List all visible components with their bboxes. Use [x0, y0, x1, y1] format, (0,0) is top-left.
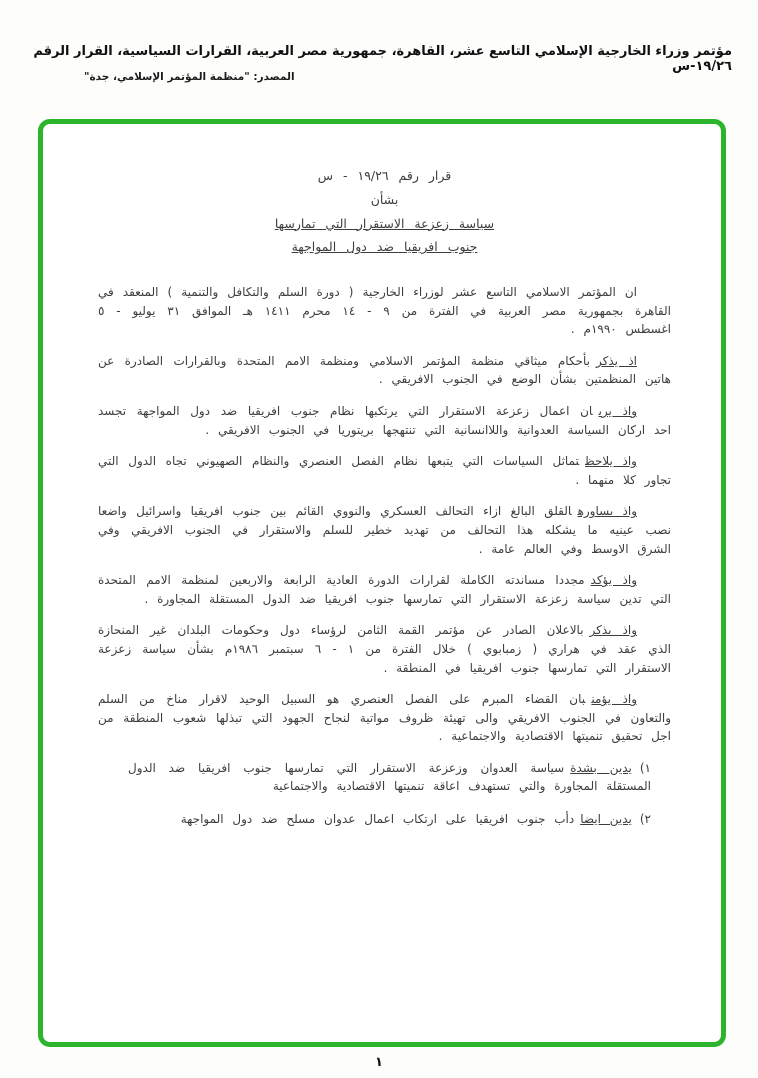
paragraph-text: تماثل السياسات التي يتبعها نظام الفصل العنصري والنظام الصهيوني تجاه الدول التي تجاور كلا منهما .: [98, 454, 671, 487]
item-number: ١): [639, 760, 651, 775]
paragraph-lead: واذ يذكر: [589, 623, 637, 638]
item-number: ٢): [639, 812, 651, 827]
operative-item-2: [128, 810, 651, 829]
paragraph-text: بأحكام ميثاقي منظمة المؤتمر الاسلامي ومنظمة الامم المتحدة وبالقرارات الصادرة عن هاتين المنظمتين بشأن الوضع في الجنوب الافريقي .: [98, 353, 671, 387]
resolution-title: [207, 164, 562, 259]
title-line-regarding: بشأن: [370, 191, 399, 207]
item-text: دأب جنوب افريقيا على ارتكاب اعمال عدوان مسلح ضد دول المواجهة: [180, 812, 575, 827]
paragraph-believing: [98, 690, 671, 746]
paragraph-lead: اذ يذكر: [596, 353, 637, 368]
paragraph-lead: واذ يؤكد: [590, 573, 637, 588]
item-text: سياسة العدوان وزعزعة الاستقرار التي تمارسها جنوب افريقيا ضد الدول المستقلة المجاورة والتي تستهدف اعاقة تنميتها الاقتصادية والاجتماعية: [128, 760, 651, 794]
paragraph-considering-acts: [98, 402, 671, 439]
operative-item-1: [128, 759, 651, 796]
paragraph-concern-alliance: [98, 502, 671, 558]
paragraph-recalling-declaration: [98, 621, 671, 677]
paragraph-lead: واذ يساوره: [577, 504, 637, 519]
title-line-number: قرار رقم ١٩/٢٦ - س: [317, 168, 452, 183]
item-lead: يدين بشدة: [570, 760, 632, 775]
paragraph-lead: واذ يؤمن: [591, 692, 637, 707]
paragraph-text: القلق البالغ ازاء التحالف العسكري والنووي القائم بين جنوب افريقيا واسرائيل واضعا نصب عينيه ما يشكله هذا التحالف من تهديد خطير للسلم والاستقرار في الجنوب الافريقي وفي الشرق الاوسط وفي العالم عامة .: [98, 504, 671, 556]
item-lead: يدين ايضا: [580, 812, 632, 827]
title-line-subject-2: جنوب افريقيا ضد دول المواجهة: [291, 239, 478, 255]
title-line-subject-1: سياسة زعزعة الاستقرار التي تمارسها: [274, 215, 495, 231]
paragraph-noting-similarity: [98, 452, 671, 489]
paragraph-text: ان اعمال زعزعة الاستقرار التي يرتكبها نظام جنوب افريقيا ضد دول المواجهة تجسد احد اركان السياسة العدوانية واللاانسانية التي تنتهجها بريتوريا في الجنوب الافريقي .: [98, 403, 671, 437]
paragraph-lead: واذ يلاحظ: [585, 454, 637, 469]
paragraph-text: بان القضاء المبرم على الفصل العنصري هو السبيل الوحيد لاقرار مناخ من السلم والتعاون في الجنوب الافريقي والى تهيئة ظروف مواتية لنجاح الجهود التي تبذلها شعوب المنطقة من اجل تحقيق تنميتها الاقتصادية والاجتماعية .: [98, 692, 671, 744]
scanned-document: [43, 124, 721, 1042]
source-line: المصدر: "منظمة المؤتمر الإسلامي، جدة": [84, 71, 295, 83]
paragraph-lead: واذ يرى: [598, 403, 637, 418]
document-frame: [38, 119, 726, 1047]
paragraph-reaffirming-support: [98, 571, 671, 608]
paragraph-text: بالاعلان الصادر عن مؤتمر القمة الثامن لرؤساء دول وحكومات البلدان غير المنحازة الذي عقد في هراري ( زمبابوي ) خلال الفترة من ١ - ٦ سبتمبر ١٩٨٦م بشأن سياسة زعزعة الاستقرار التي تمارسها جنوب افريقيا في المنطقة .: [98, 623, 671, 675]
paragraph-recalling-charters: [98, 352, 671, 389]
page-number: ١: [375, 1055, 383, 1070]
citation-header: مؤتمر وزراء الخارجية الإسلامي التاسع عشر، القاهرة، جمهورية مصر العربية، القرارات السياسية، القرار الرقم ١٩/٢٦-س: [33, 44, 732, 74]
paragraph-preamble: [98, 283, 671, 339]
paragraph-text: ان المؤتمر الاسلامي التاسع عشر لوزراء الخارجية ( دورة السلم والتكافل والتنمية ) المنعقد في القاهرة بجمهورية مصر العربية في الفترة من ٩ - ١٤ محرم ١٤١١ هـ الموافق ٣١ يوليو - ٥ اغسطس ١٩٩٠م .: [98, 285, 671, 337]
paragraph-text: مجددا مساندته الكاملة لقرارات الدورة العادية الرابعة والاربعين لمنظمة الامم المتحدة التي تدين سياسة زعزعة الاستقرار التي تمارسها جنوب افريقيا ضد الدول المستقلة المجاورة .: [98, 573, 671, 606]
